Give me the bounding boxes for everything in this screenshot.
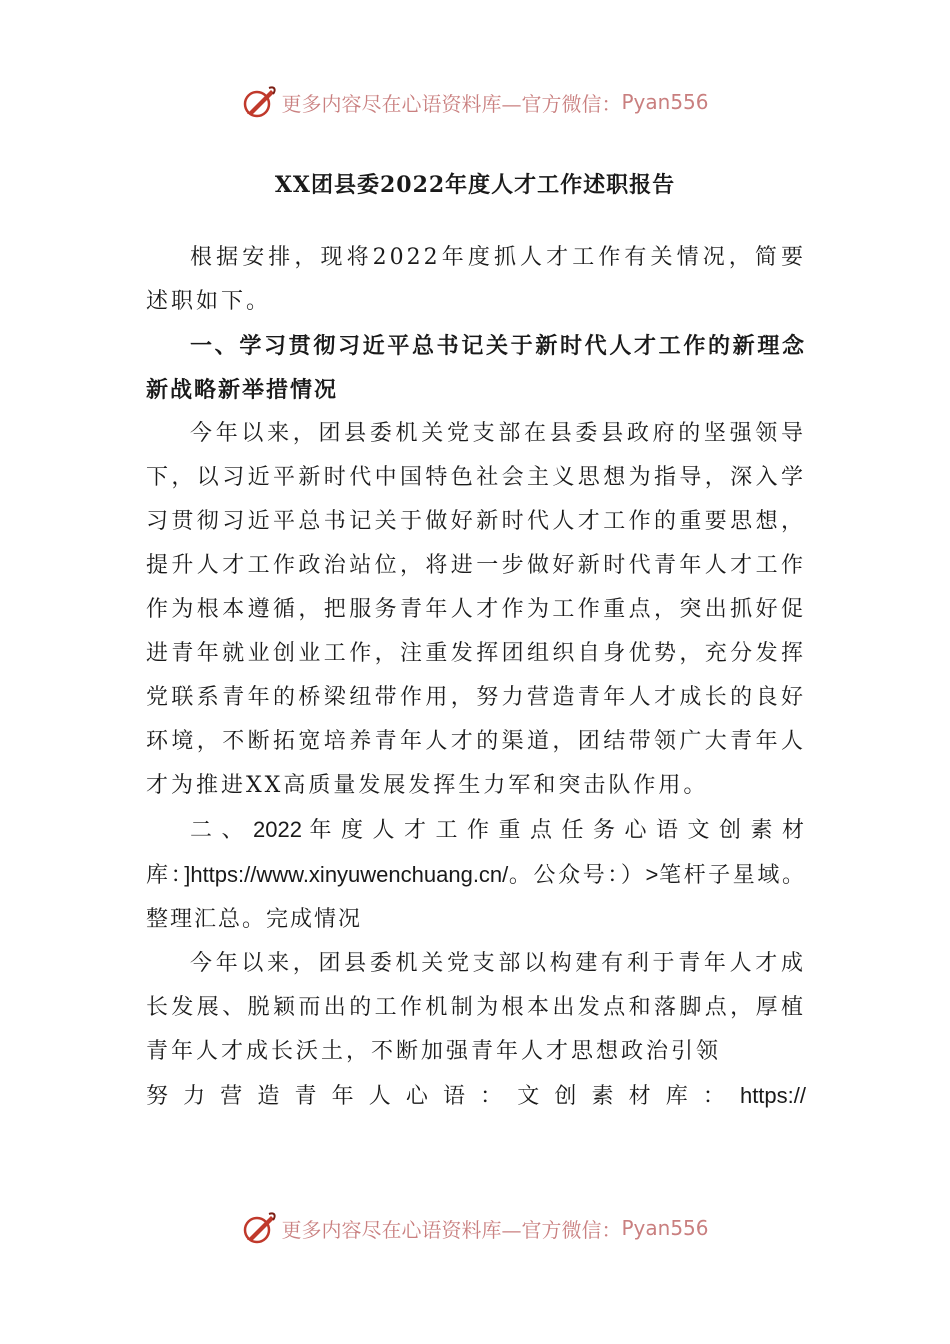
watermark-footer xyxy=(0,1208,950,1248)
paragraph-section-1: 今年以来，团县委机关党支部在县委县政府的坚强领导下，以习近平新时代中国特色社会主义思想为指导，深入学习贯彻习近平总书记关于做好新时代人才工作的重要思想，提升人才工作政治站位，将进一步做好新时代青年人才工作作为根本遵循，把服务青年人才作为工作重点，突出抓好促进青年就业创业工作，注重发挥团组织自身优势，充分发挥党联系青年的桥梁纽带作用，努力营造青年人才成长的良好环境，不断拓宽培养青年人才的渠道，团结带领广大青年人才为推进XX高质量发展发挥生力军和突击队作用。 xyxy=(146,421,806,798)
heading-2-tail: 笔杆子星域。整理汇总。完成情况 xyxy=(146,863,806,932)
watermark-wechat-id: Pyan556 xyxy=(621,90,709,114)
heading-2-url: ]https://www.xinyuwenchuang.cn/ xyxy=(184,862,509,887)
watermark-header xyxy=(0,82,950,122)
watermark-wechat-id: Pyan556 xyxy=(621,1216,709,1240)
heading-2-year: 2022 xyxy=(253,817,302,842)
paragraph-intro: 根据安排，现将2022年度抓人才工作有关情况，简要述职如下。 xyxy=(146,245,806,314)
heading-2-arrow: > xyxy=(645,862,659,887)
quill-logo-icon xyxy=(241,1210,277,1246)
heading-2-wechat: 。公众号：） xyxy=(508,863,646,888)
heading-2-text: 年度人才工作重点任务心语文创素材库： xyxy=(146,818,806,888)
section-heading-2 xyxy=(146,808,806,942)
quill-logo-icon xyxy=(241,84,277,120)
section-heading-1: 一、学习贯彻习近平总书记关于新时代人才工作的新理念新战略新举措情况 xyxy=(146,333,806,403)
heading-2-number: 二、 xyxy=(190,818,254,843)
paragraph-section-2-cont xyxy=(146,1074,806,1119)
paragraph-section-2: 今年以来，团县委机关党支部以构建有利于青年人才成长发展、脱颖而出的工作机制为根本出发点和落脚点，厚植青年人才成长沃土，不断加强青年人才思想政治引领 xyxy=(146,951,806,1064)
document-body xyxy=(146,236,806,1119)
paragraph-cont-url: https:// xyxy=(739,1083,806,1108)
paragraph-cont-text: 努力营造青年人心语：文创素材库： xyxy=(146,1084,740,1109)
document-title: XX团县委2022年度人才工作述职报告 xyxy=(274,172,676,198)
watermark-text: 更多内容尽在心语资料库—官方微信： xyxy=(281,1217,622,1242)
watermark-text: 更多内容尽在心语资料库—官方微信： xyxy=(281,91,622,116)
